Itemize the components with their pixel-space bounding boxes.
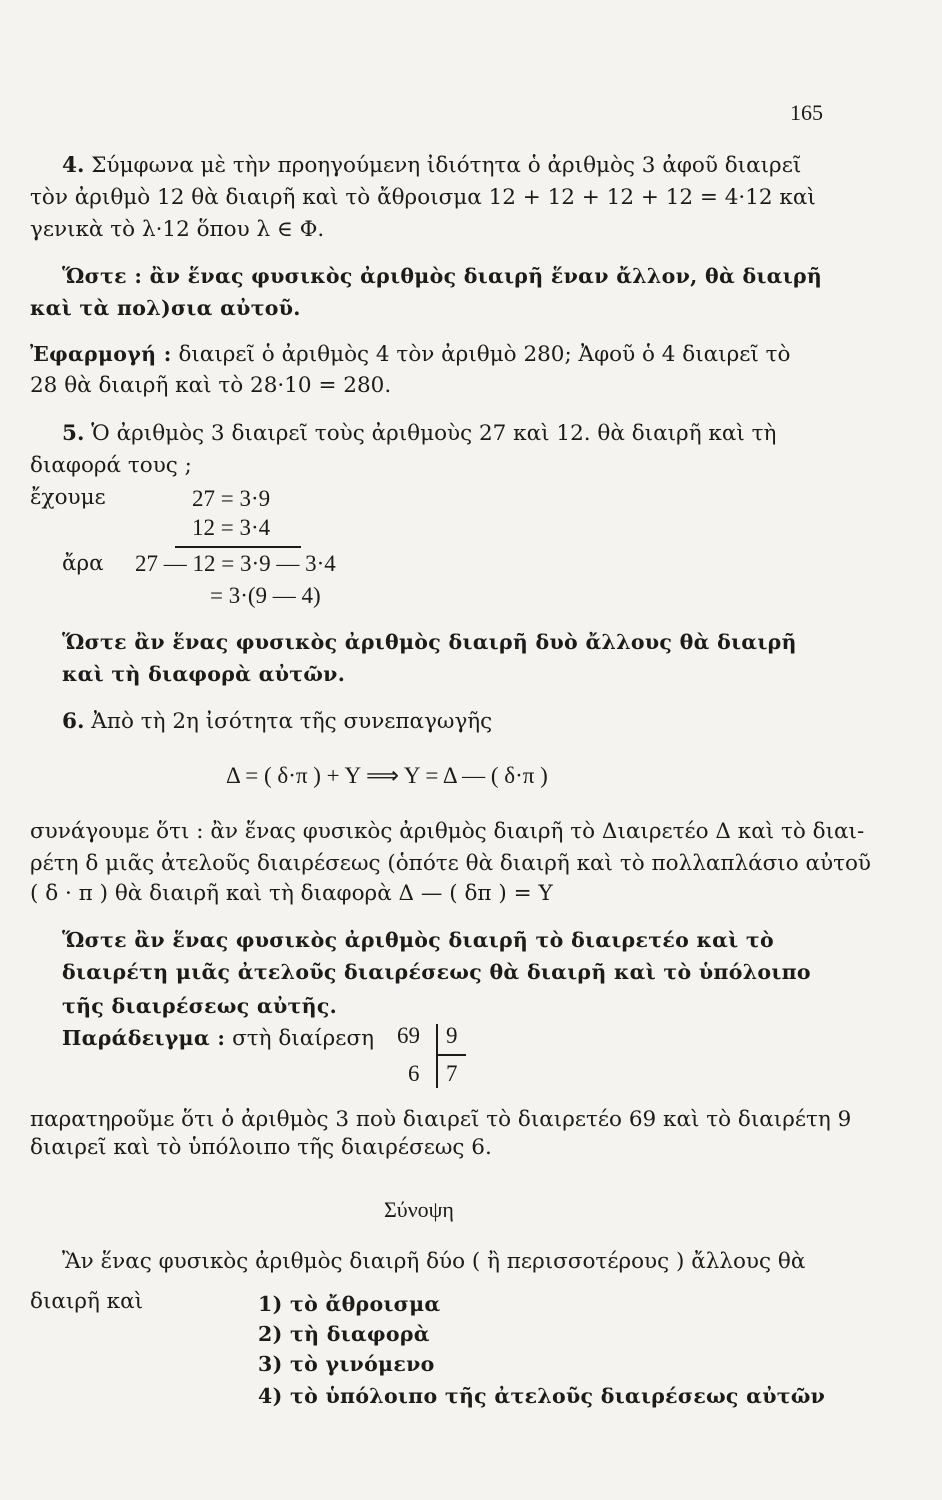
echoume-label: ἔχουμε xyxy=(30,485,106,510)
summary-item-3: 3) τὸ γινόμενο xyxy=(258,1352,435,1376)
application-text-1: διαιρεῖ ὁ ἀριθμὸς 4 τὸν ἀριθμὸ 280; Ἀφοῦ ὁ 4 διαιρεῖ τὸ xyxy=(178,342,791,367)
division-horizontal-bar xyxy=(436,1054,466,1056)
section-6-line-3: ρέτη δ μιᾶς ἀτελοῦς διαιρέσεως (ὁπότε θὰ διαιρῆ καὶ τὸ πολλαπλάσιο αὐτοῦ xyxy=(30,851,871,876)
example-label: Παράδειγμα : xyxy=(62,1026,226,1050)
application-line-1 xyxy=(30,340,790,369)
section-4-line-3: γενικὰ τὸ λ·12 ὅπου λ ∈ Φ. xyxy=(30,217,325,242)
section-5-line-1 xyxy=(62,420,776,448)
section-6-number: 6. xyxy=(62,709,85,734)
division-vertical-bar xyxy=(436,1024,438,1088)
s5-text-1: Ὁ ἀριθμὸς 3 διαιρεῖ τοὺς ἀριθμοὺς 27 καὶ 12. θὰ διαιρῆ καὶ τὴ xyxy=(91,421,777,446)
s6-text-1: Ἀπὸ τὴ 2η ἰσότητα τῆς συνεπαγωγῆς xyxy=(91,709,493,734)
division-dividend: 69 xyxy=(397,1023,420,1048)
section-6-conclusion-3: τῆς διαιρέσεως αὐτῆς. xyxy=(62,994,338,1018)
section-5-conclusion-2: καὶ τὴ διαφορὰ αὐτῶν. xyxy=(62,662,346,686)
summary-line-2: διαιρῆ καὶ xyxy=(30,1289,144,1314)
section-6-line-5: παρατηροῦμε ὅτι ὁ ἀριθμὸς 3 ποὺ διαιρεῖ τὸ διαιρετέο 69 καὶ τὸ διαιρέτη 9 xyxy=(30,1107,852,1132)
application-label: Ἐφαρμογή : xyxy=(30,342,172,366)
summary-title: Σύνοψη xyxy=(384,1197,454,1222)
application-line-2: 28 θὰ διαιρῆ καὶ τὸ 28·10 = 280. xyxy=(30,373,392,398)
section-4-conclusion-2: καὶ τὰ πολ)σια αὐτοῦ. xyxy=(30,296,301,320)
section-6-line-6: διαιρεῖ καὶ τὸ ὑπόλοιπο τῆς διαιρέσεως 6. xyxy=(30,1135,492,1160)
s4-text-1: Σύμφωνα μὲ τὴν προηγούμενη ἰδιότητα ὁ ἀριθμὸς 3 ἀφοῦ διαιρεῖ xyxy=(91,153,802,178)
section-5-line-2: διαφορά τους ; xyxy=(30,453,192,478)
section-6-line-2: συνάγουμε ὅτι : ἂν ἕνας φυσικὸς ἀριθμὸς διαιρῆ τὸ Διαιρετέο Δ καὶ τὸ διαι- xyxy=(30,819,865,844)
summary-item-2: 2) τὴ διαφορὰ xyxy=(258,1322,430,1346)
summary-item-4: 4) τὸ ὑπόλοιπο τῆς ἀτελοῦς διαιρέσεως αὐτῶν xyxy=(258,1384,826,1408)
equation-difference: 27 — 12 = 3·9 — 3·4 xyxy=(135,551,336,576)
ara-label: ἄρα xyxy=(62,551,104,576)
section-6-conclusion-1: Ὥστε ἂν ἕνας φυσικὸς ἀριθμὸς διαιρῆ τὸ διαιρετέο καὶ τὸ xyxy=(62,928,774,952)
page-number: 165 xyxy=(790,100,823,125)
section-5-conclusion-1: Ὥστε ἂν ἕνας φυσικὸς ἀριθμὸς διαιρῆ δυὸ ἄλλους θὰ διαιρῆ xyxy=(62,630,797,654)
subtraction-rule xyxy=(175,546,301,548)
section-4-line-1 xyxy=(62,152,801,180)
division-divisor: 9 xyxy=(446,1023,458,1048)
division-quotient: 7 xyxy=(446,1061,458,1086)
summary-item-1: 1) τὸ ἄθροισμα xyxy=(258,1292,441,1316)
summary-line-1: Ἂν ἕνας φυσικὸς ἀριθμὸς διαιρῆ δύο ( ἢ περισσοτέρους ) ἄλλους θὰ xyxy=(62,1249,806,1274)
equation-factored: = 3·(9 — 4) xyxy=(210,583,321,608)
equation-27: 27 = 3·9 xyxy=(192,486,271,511)
section-6-line-4: ( δ · π ) θὰ διαιρῆ καὶ τὴ διαφορὰ Δ — ( δπ ) = Υ xyxy=(30,881,553,906)
example-line xyxy=(62,1024,374,1053)
section-5-number: 5. xyxy=(62,421,85,446)
example-text: στὴ διαίρεση xyxy=(232,1026,375,1051)
section-4-line-2: τὸν ἀριθμὸ 12 θὰ διαιρῆ καὶ τὸ ἄθροισμα 12 + 12 + 12 + 12 = 4·12 καὶ xyxy=(30,185,816,210)
section-6-conclusion-2: διαιρέτη μιᾶς ἀτελοῦς διαιρέσεως θὰ διαιρῆ καὶ τὸ ὑπόλοιπο xyxy=(62,960,811,984)
section-4-conclusion-1: Ὥστε : ἂν ἕνας φυσικὸς ἀριθμὸς διαιρῆ ἕναν ἄλλον, θὰ διαιρῆ xyxy=(62,264,823,288)
section-6-line-1 xyxy=(62,708,492,736)
division-formula: Δ = ( δ·π ) + Υ ⟹ Υ = Δ — ( δ·π ) xyxy=(226,763,548,788)
equation-12: 12 = 3·4 xyxy=(192,515,271,540)
section-4-number: 4. xyxy=(62,153,85,178)
division-remainder: 6 xyxy=(408,1061,420,1086)
